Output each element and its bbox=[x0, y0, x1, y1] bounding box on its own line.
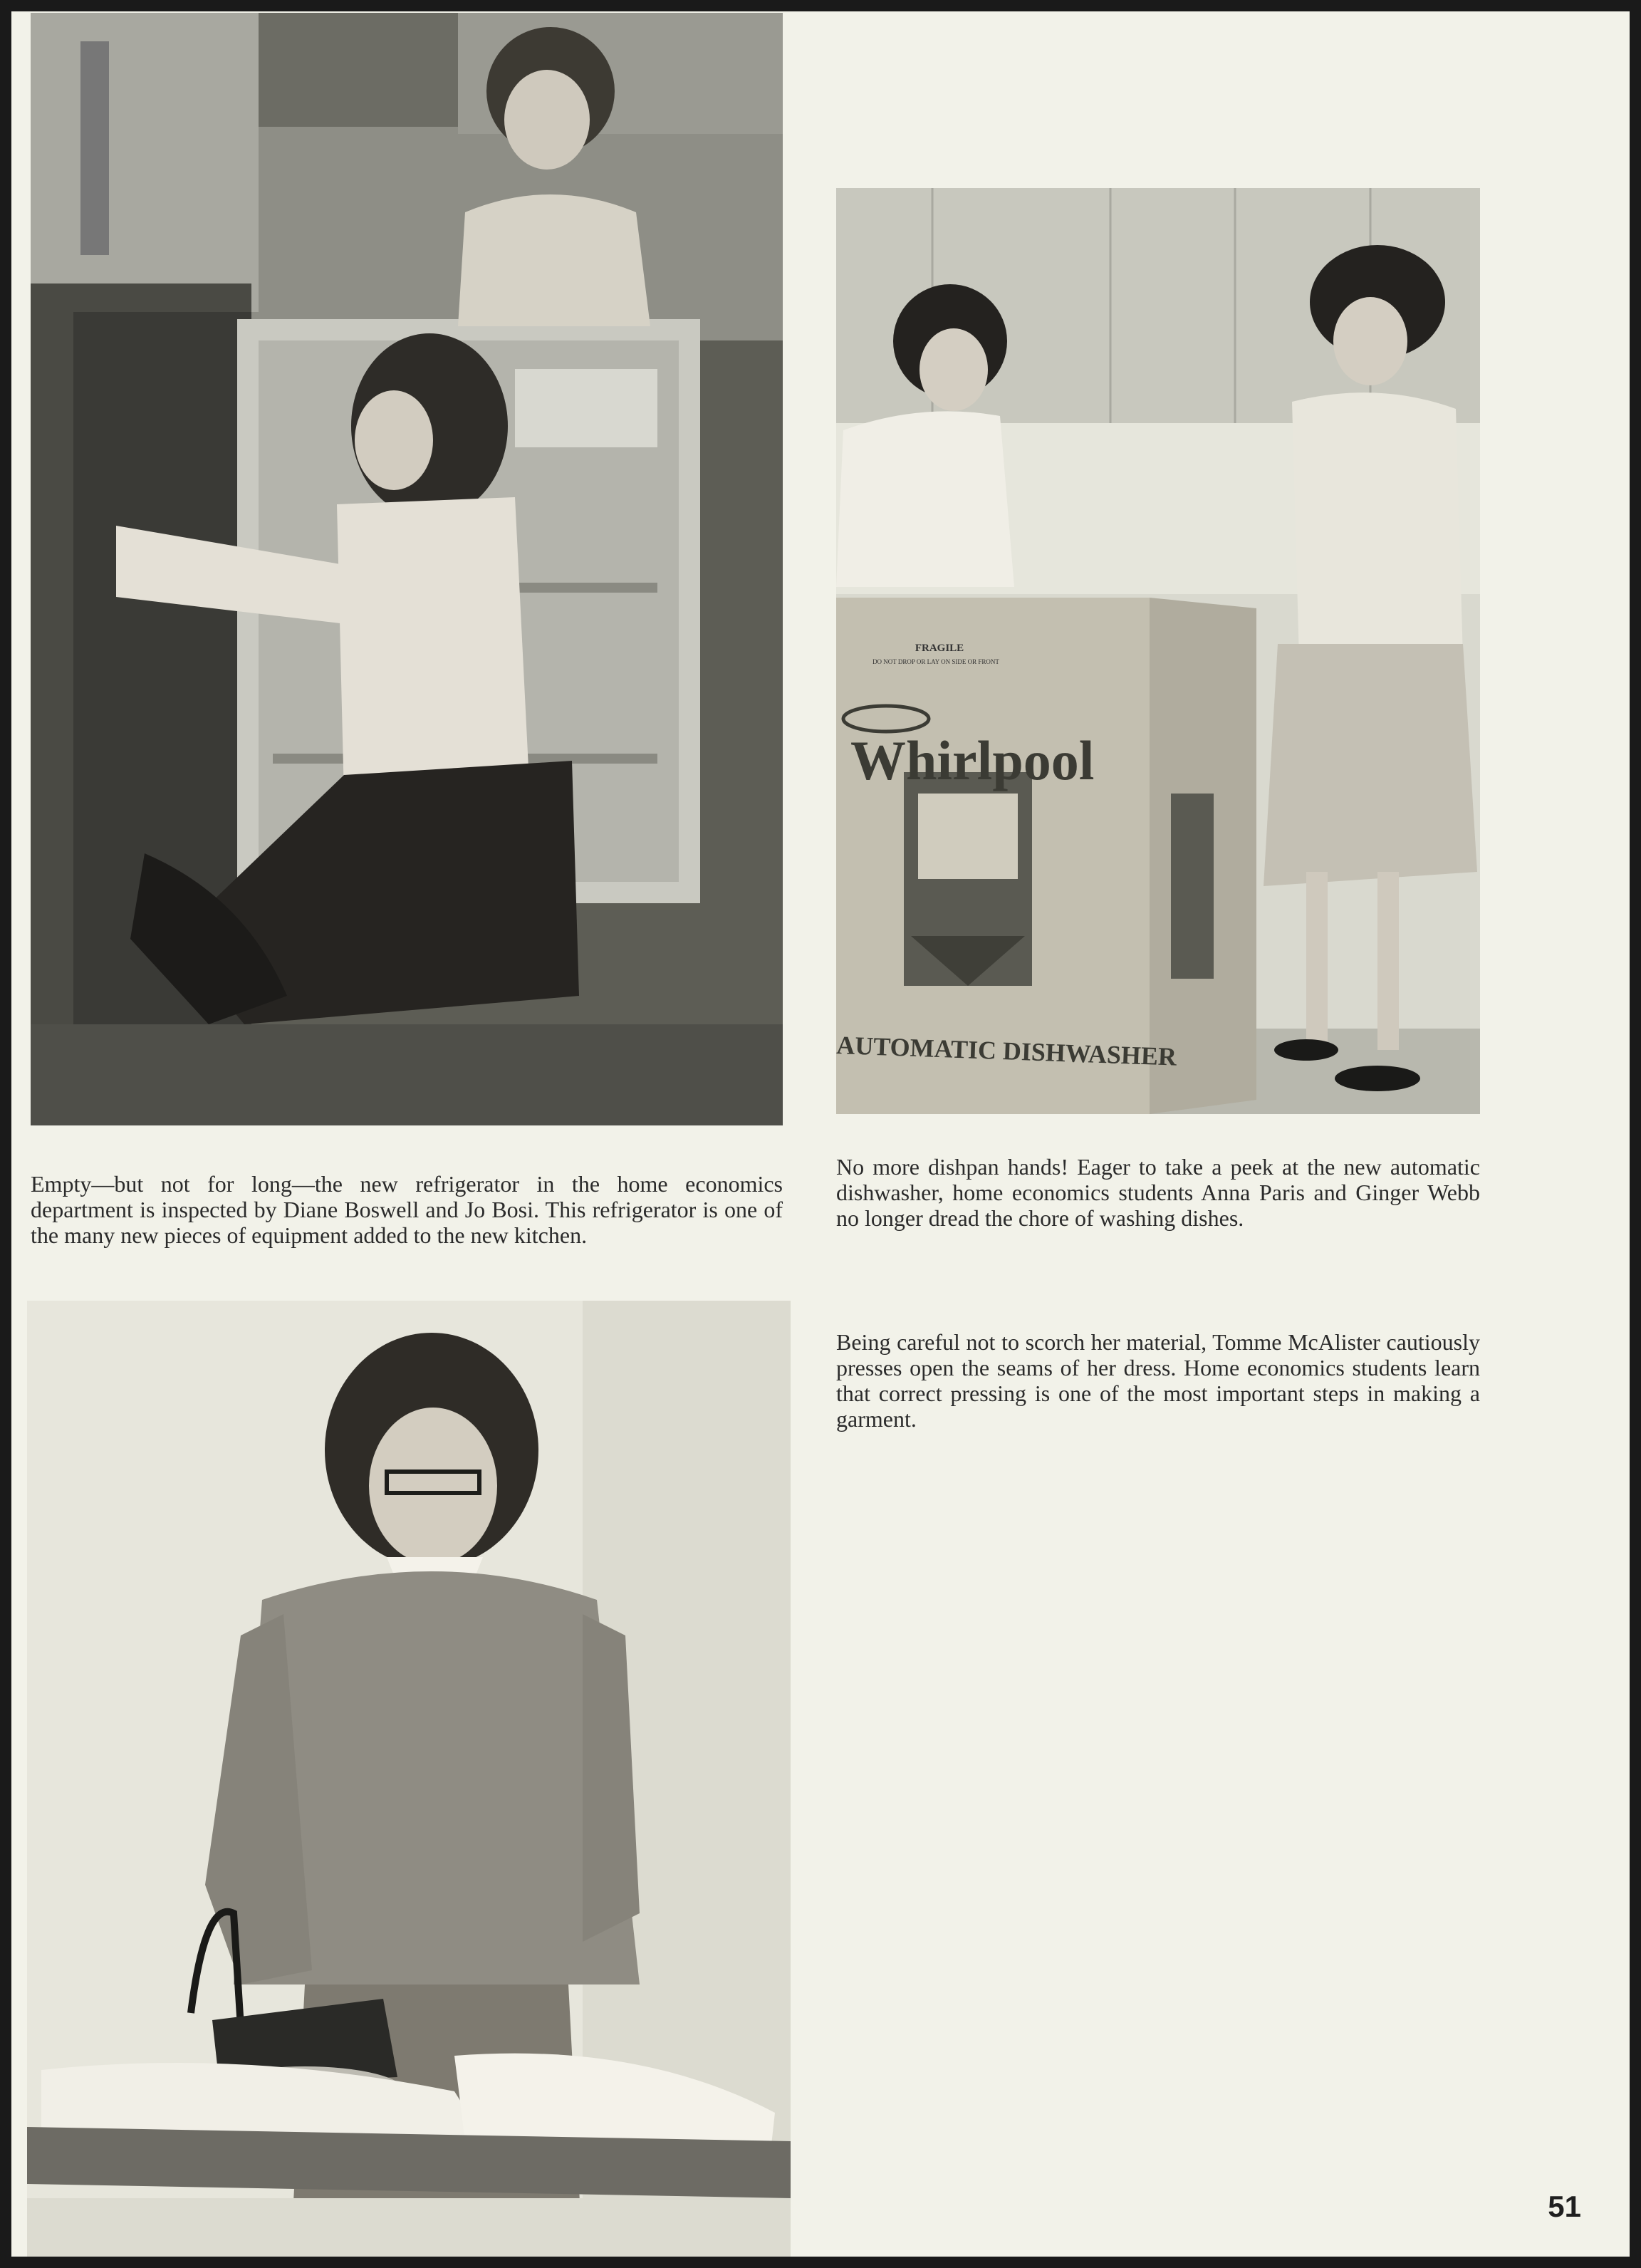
yearbook-page bbox=[11, 11, 1630, 2257]
dishwasher-photo bbox=[836, 188, 1480, 1114]
ironing-photo bbox=[27, 1301, 791, 2257]
ironing-caption: Being careful not to scorch her material, Tomme McAlister cautiously presses open the seams of her dress. Home economics students learn that correct pressing is one of the most important steps in making a garment. bbox=[836, 1329, 1480, 1432]
dishwasher-photo-illustration bbox=[836, 188, 1480, 1114]
refrigerator-caption: Empty—but not for long—the new refrigerator in the home economics department is inspected by Diane Boswell and Jo Bosi. This refrigerator is one of the many new pieces of equipment added to the new kitchen. bbox=[31, 1171, 783, 1248]
box-handling-label: DO NOT DROP OR LAY ON SIDE OR FRONT bbox=[872, 658, 999, 665]
box-product-label: AUTOMATIC DISHWASHER bbox=[836, 1031, 1177, 1071]
refrigerator-photo-illustration bbox=[31, 13, 783, 1125]
refrigerator-photo bbox=[31, 13, 783, 1125]
box-fragile-label: FRAGILE bbox=[915, 643, 964, 654]
page-number: 51 bbox=[1548, 2190, 1581, 2223]
dishwasher-caption: No more dishpan hands! Eager to take a peek at the new automatic dishwasher, home economics students Anna Paris and Ginger Webb no longer dread the chore of washing dishes. bbox=[836, 1154, 1480, 1231]
box-brand-logo: Whirlpool bbox=[850, 729, 1095, 791]
ironing-photo-illustration bbox=[27, 1301, 791, 2257]
